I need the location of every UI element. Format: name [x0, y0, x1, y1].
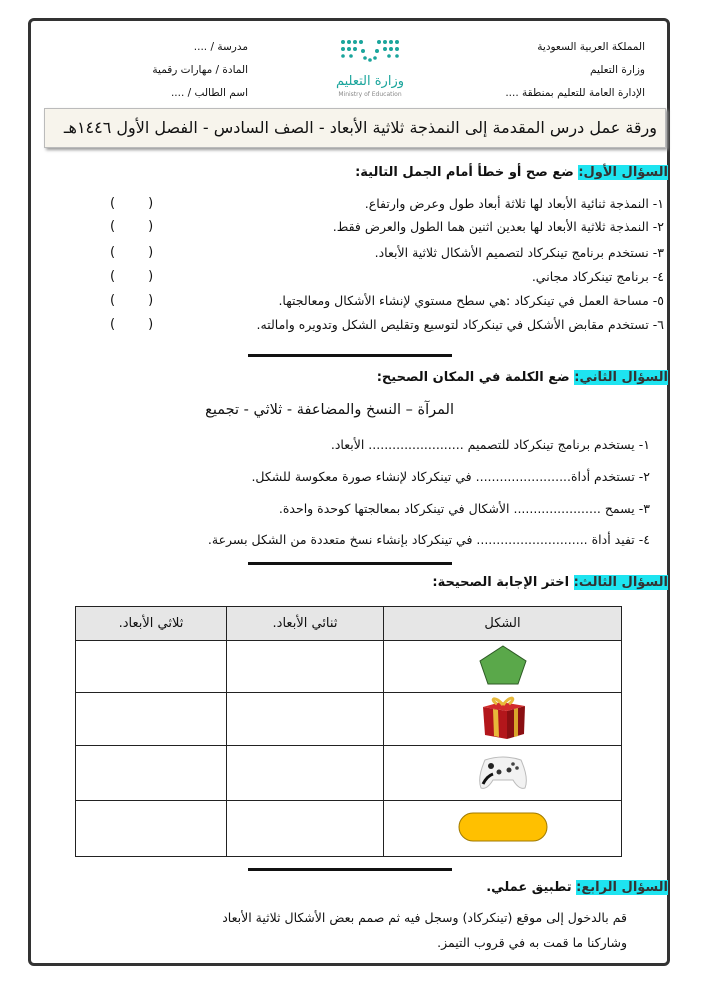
q3-heading: [432, 574, 668, 592]
answer-cell-3d[interactable]: [76, 746, 227, 801]
header-country: المملكة العربية السعودية: [537, 41, 645, 53]
q1-heading: [355, 164, 668, 182]
q1-instruction: ضع صح أو خطأ أمام الجمل التالية:: [355, 165, 574, 180]
q1-item: ٦- تستخدم مقابض الأشكل في تينكركاد لتوسيع وتقليص الشكل وتدويره وامالته.: [256, 317, 664, 332]
header-subject: المادة / مهارات رقمية: [152, 64, 248, 76]
q2-instruction: ضع الكلمة في المكان الصحيح:: [376, 370, 570, 385]
q2-item: ٣- يسمح ...................... الأشكال في تينكركاد بمعالجتها كوحدة واحدة.: [278, 501, 650, 516]
q1-item: ٥- مساحة العمل في تينكركاد :هي سطح مستوي لإنشاء الأشكال ومعالجتها.: [278, 293, 664, 308]
section-divider: [248, 562, 452, 565]
answer-blank[interactable]: ( ): [110, 245, 154, 260]
word-bank: المرآة – النسخ والمضاعفة - ثلاثي - تجميع: [205, 402, 454, 418]
q1-item: ٢- النمذجة ثلاثية الأبعاد لها بعدين اثنين هما الطول والعرض فقط.: [332, 219, 664, 234]
q1-item: ٤- برنامج تينكركاد مجاني.: [531, 269, 664, 284]
table-row: [76, 746, 622, 801]
answer-cell-3d[interactable]: [76, 801, 227, 857]
answer-cell-2d[interactable]: [227, 746, 384, 801]
answer-blank[interactable]: ( ): [110, 269, 154, 284]
q2-label: السؤال الثاني:: [574, 370, 668, 385]
column-header-3d: ثلاثي الأبعاد.: [76, 607, 227, 641]
table-row: [76, 641, 622, 693]
ministry-logo: [305, 36, 435, 100]
section-divider: [248, 868, 452, 871]
q2-item: ١- يستخدم برنامج تينكركاد للتصميم ........................ الأبعاد.: [330, 437, 650, 452]
header-directorate: الإدارة العامة للتعليم بمنطقة ....: [505, 87, 645, 99]
answer-blank[interactable]: ( ): [110, 317, 154, 332]
q4-label: السؤال الرابع:: [576, 880, 668, 895]
answer-cell-2d[interactable]: [227, 693, 384, 746]
column-header-shape: الشكل: [384, 607, 622, 641]
q4-instruction: تطبيق عملي.: [486, 880, 572, 895]
shape-cell: [384, 746, 622, 801]
rounded-rectangle-icon: [457, 810, 549, 844]
q2-item: ٢- تستخدم أداة........................ في تينكركاد لإنشاء صورة معكوسة للشكل.: [251, 469, 650, 484]
q1-item: ٣- نستخدم برنامج تينكركاد لتصميم الأشكال ثلاثية الأبعاد.: [374, 245, 664, 260]
q4-line: وشاركنا ما قمت به في قروب التيمز.: [437, 935, 627, 950]
game-controller-icon: [477, 750, 529, 792]
pentagon-icon: [478, 644, 528, 686]
table-row: [76, 693, 622, 746]
answer-cell-3d[interactable]: [76, 641, 227, 693]
logo-dots-icon: [305, 36, 435, 70]
q1-label: السؤال الأول:: [578, 165, 668, 180]
shape-cell: [384, 801, 622, 857]
q3-instruction: اختر الإجابة الصحيحة:: [432, 575, 570, 590]
answer-blank[interactable]: ( ): [110, 196, 154, 211]
q3-label: السؤال الثالث:: [573, 575, 668, 590]
q4-line: قم بالدخول إلى موقع (تينكركاد) وسجل فيه ثم صمم بعض الأشكال ثلاثية الأبعاد: [222, 910, 627, 925]
worksheet-title: ورقة عمل درس المقدمة إلى النمذجة ثلاثية الأبعاد - الصف السادس - الفصل الأول ١٤٤٦هـ: [63, 118, 657, 137]
shape-cell: [384, 693, 622, 746]
answer-cell-3d[interactable]: [76, 693, 227, 746]
table-row: [76, 801, 622, 857]
section-divider: [248, 354, 452, 357]
answer-cell-2d[interactable]: [227, 641, 384, 693]
q2-item: ٤- تفيد أداة ............................ في تينكركاد بإنشاء نسخ متعددة من الشكل بسرعة.: [207, 532, 650, 547]
q4-heading: [486, 879, 668, 897]
logo-arabic-text: وزارة التعليم: [335, 74, 405, 89]
q2-heading: [377, 369, 668, 387]
answer-cell-2d[interactable]: [227, 801, 384, 857]
header-ministry: وزارة التعليم: [590, 64, 645, 76]
answer-blank[interactable]: ( ): [110, 219, 154, 234]
gift-box-icon: [477, 693, 529, 741]
logo-english-text: Ministry of Education: [338, 91, 402, 98]
shape-cell: [384, 641, 622, 693]
header-student-name: اسم الطالب / ....: [170, 87, 248, 99]
q1-item: ١- النمذجة ثنائية الأبعاد لها ثلاثة أبعاد طول وعرض وارتفاع.: [364, 196, 664, 211]
worksheet-title-box: [44, 108, 666, 148]
answer-blank[interactable]: ( ): [110, 293, 154, 308]
column-header-2d: ثنائي الأبعاد.: [227, 607, 384, 641]
shapes-table: [75, 606, 622, 857]
header-school: مدرسة / ....: [193, 41, 248, 53]
